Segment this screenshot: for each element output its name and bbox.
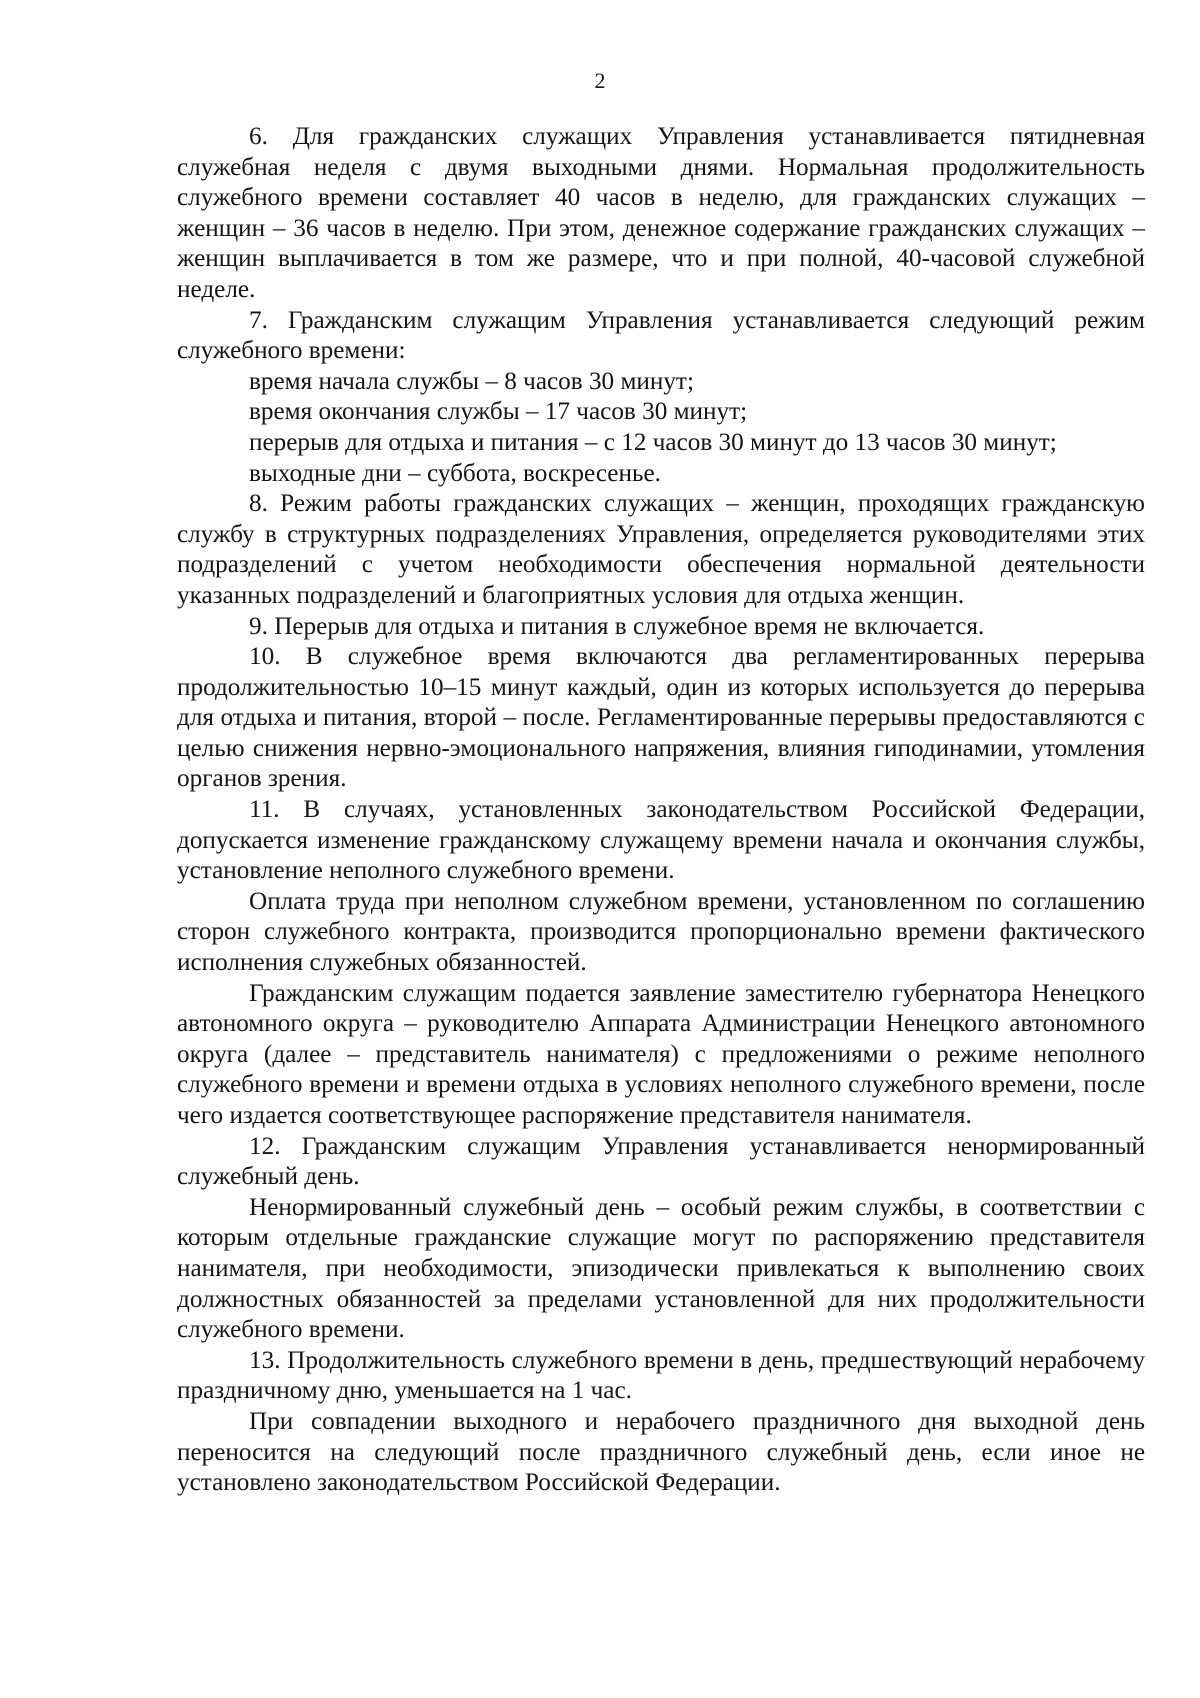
paragraph-8: 8. Режим работы гражданских служащих – женщин, проходящих гражданскую службу в структурных подразделениях Управления, определяется руководителями этих подразделений с учетом необходимости обеспечения нормальной деятельности указанных подразделений и благоприятных условия для отдыха женщин. xyxy=(177,490,1145,609)
paragraph-11-payment: Оплата труда при неполном служебном времени, установленном по соглашению сторон служебного контракта, производится пропорционально времени фактического исполнения служебных обязанностей. xyxy=(177,887,1145,977)
paragraph-11: 11. В случаях, установленных законодательством Российской Федерации, допускается изменение гражданскому служащему времени начала и окончания службы, установление неполного служебного времени. xyxy=(177,796,1145,885)
paragraph-9: 9. Перерыв для отдыха и питания в служебное время не включается. xyxy=(249,612,985,640)
paragraph-6: 6. Для гражданских служащих Управления устанавливается пятидневная служебная неделя с двумя выходными днями. Нормальная продолжительность служебного времени составляет 40 часов в неделю, для гражданских служащих – женщин – 36 часов в неделю. При этом, денежное содержание гражданских служащих – женщин выплачивается в том же размере, что и при полной, 40-часовой служебной неделе. xyxy=(177,123,1145,303)
paragraph-12-definition: Ненормированный служебный день – особый режим службы, в соответствии с которым отдельные гражданские служащие могут по распоряжению представителя нанимателя, при необходимости, эпизодически привлекаться к выполнению своих должностных обязанностей за пределами установленной для них продолжительности служебного времени. xyxy=(177,1193,1145,1344)
paragraph-13-holiday: При совпадении выходного и нерабочего праздничного дня выходной день переносится на следующий после праздничного служебный день, если иное не установлено законодательством Российской Федерации. xyxy=(177,1407,1145,1497)
paragraph-10: 10. В служебное время включаются два регламентированных перерыва продолжительностью 10–15 минут каждый, один из которых используется до перерыва для отдыха и питания, второй – после. Регламентированные перерывы предоставляются с целью снижения нервно-эмоционального напряжения, влияния гиподинамии, утомления органов зрения. xyxy=(177,643,1145,793)
paragraph-12: 12. Гражданским служащим Управления устанавливается ненормированный служебный день. xyxy=(177,1132,1145,1191)
paragraph-7: 7. Гражданским служащим Управления устанавливается следующий режим служебного времени: xyxy=(177,306,1145,365)
page-number: 2 xyxy=(594,68,606,93)
paragraph-13: 13. Продолжительность служебного времени в день, предшествующий нерабочему праздничному дню, уменьшается на 1 час. xyxy=(177,1346,1145,1405)
document-body xyxy=(177,122,1145,1499)
schedule-start-time: время начала службы – 8 часов 30 минут; xyxy=(249,367,694,395)
schedule-days-off: выходные дни – суббота, воскресенье. xyxy=(249,459,661,487)
paragraph-11-application: Гражданским служащим подается заявление заместителю губернатора Ненецкого автономного округа – руководителю Аппарата Администрации Ненецкого автономного округа (далее – представитель нанимателя) с предложениями о режиме неполного служебного времени и времени отдыха в условиях неполного служебного времени, после чего издается соответствующее распоряжение представителя нанимателя. xyxy=(177,979,1145,1129)
schedule-end-time: время окончания службы – 17 часов 30 минут; xyxy=(249,398,748,426)
schedule-break-time: перерыв для отдыха и питания – с 12 часов 30 минут до 13 часов 30 минут; xyxy=(249,428,1057,456)
